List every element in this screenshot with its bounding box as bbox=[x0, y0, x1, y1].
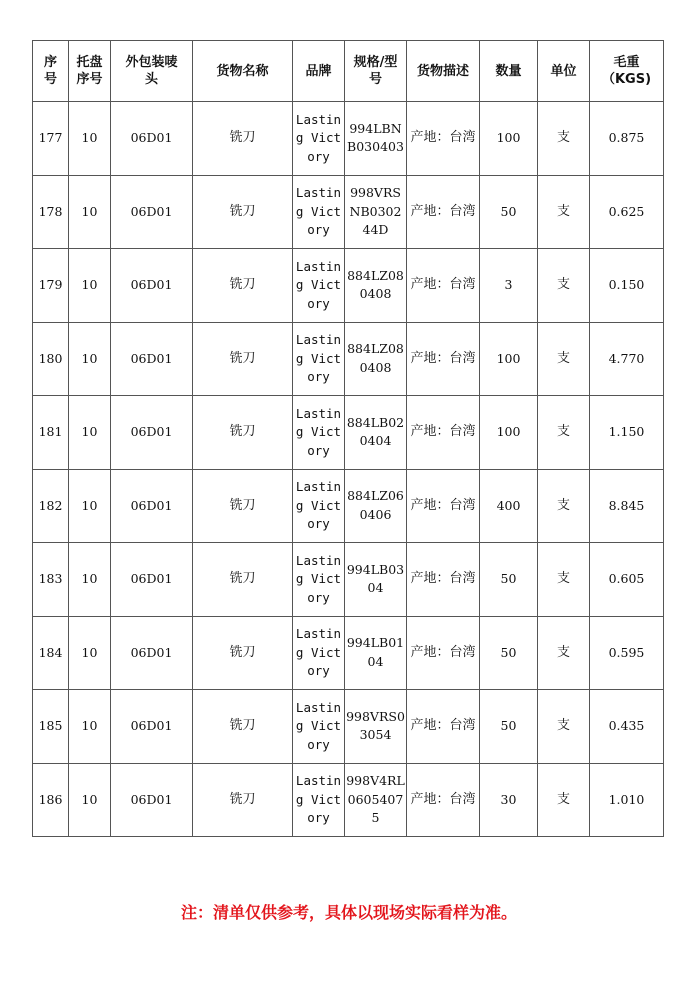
cell-shipping-mark: 06D01 bbox=[111, 616, 193, 690]
cell-spec-model: 884LZ080408 bbox=[345, 249, 407, 323]
cell-serial: 179 bbox=[33, 249, 69, 323]
cell-description: 产地：台湾 bbox=[407, 690, 480, 764]
header-gross-weight: 毛重 （KGS) bbox=[590, 41, 664, 102]
cell-shipping-mark: 06D01 bbox=[111, 249, 193, 323]
cell-description: 产地：台湾 bbox=[407, 396, 480, 470]
cell-shipping-mark: 06D01 bbox=[111, 396, 193, 470]
cell-unit: 支 bbox=[538, 322, 590, 396]
cell-serial: 182 bbox=[33, 469, 69, 543]
cell-spec-model: 994LB0104 bbox=[345, 616, 407, 690]
header-row bbox=[33, 41, 664, 102]
table-row bbox=[33, 616, 664, 690]
table-row bbox=[33, 396, 664, 470]
cell-spec-model: 994LB0304 bbox=[345, 543, 407, 617]
cell-quantity: 30 bbox=[480, 763, 538, 837]
cell-goods-name: 铣刀 bbox=[193, 249, 293, 323]
cell-gross-weight: 0.625 bbox=[590, 175, 664, 249]
cell-description: 产地：台湾 bbox=[407, 763, 480, 837]
cell-spec-model: 998VRSNB030244D bbox=[345, 175, 407, 249]
cell-quantity: 50 bbox=[480, 690, 538, 764]
cell-spec-model: 884LZ080408 bbox=[345, 322, 407, 396]
cell-brand: Lasting Victory bbox=[293, 763, 345, 837]
cell-description: 产地：台湾 bbox=[407, 616, 480, 690]
cell-description: 产地：台湾 bbox=[407, 175, 480, 249]
cell-brand: Lasting Victory bbox=[293, 543, 345, 617]
table-row bbox=[33, 102, 664, 176]
cell-shipping-mark: 06D01 bbox=[111, 175, 193, 249]
cell-unit: 支 bbox=[538, 469, 590, 543]
cell-description: 产地：台湾 bbox=[407, 469, 480, 543]
cell-shipping-mark: 06D01 bbox=[111, 322, 193, 396]
cell-quantity: 50 bbox=[480, 543, 538, 617]
cell-gross-weight: 0.435 bbox=[590, 690, 664, 764]
header-quantity: 数量 bbox=[480, 41, 538, 102]
cell-serial: 183 bbox=[33, 543, 69, 617]
cell-description: 产地：台湾 bbox=[407, 322, 480, 396]
cell-quantity: 100 bbox=[480, 322, 538, 396]
table-row bbox=[33, 175, 664, 249]
cell-unit: 支 bbox=[538, 543, 590, 617]
cell-unit: 支 bbox=[538, 102, 590, 176]
cell-shipping-mark: 06D01 bbox=[111, 469, 193, 543]
goods-list-table bbox=[32, 40, 664, 837]
cell-goods-name: 铣刀 bbox=[193, 175, 293, 249]
cell-pallet-serial: 10 bbox=[69, 690, 111, 764]
cell-pallet-serial: 10 bbox=[69, 469, 111, 543]
cell-unit: 支 bbox=[538, 690, 590, 764]
cell-unit: 支 bbox=[538, 616, 590, 690]
cell-brand: Lasting Victory bbox=[293, 175, 345, 249]
cell-gross-weight: 1.010 bbox=[590, 763, 664, 837]
cell-quantity: 50 bbox=[480, 175, 538, 249]
cell-goods-name: 铣刀 bbox=[193, 469, 293, 543]
cell-pallet-serial: 10 bbox=[69, 102, 111, 176]
cell-description: 产地：台湾 bbox=[407, 102, 480, 176]
cell-description: 产地：台湾 bbox=[407, 543, 480, 617]
cell-goods-name: 铣刀 bbox=[193, 763, 293, 837]
cell-spec-model: 994LBNB030403 bbox=[345, 102, 407, 176]
cell-gross-weight: 4.770 bbox=[590, 322, 664, 396]
table-row bbox=[33, 690, 664, 764]
cell-goods-name: 铣刀 bbox=[193, 690, 293, 764]
cell-unit: 支 bbox=[538, 396, 590, 470]
cell-description: 产地：台湾 bbox=[407, 249, 480, 323]
cell-spec-model: 998VRS03054 bbox=[345, 690, 407, 764]
cell-gross-weight: 1.150 bbox=[590, 396, 664, 470]
header-goods-name: 货物名称 bbox=[193, 41, 293, 102]
header-shipping-mark: 外包装唛 头 bbox=[111, 41, 193, 102]
cell-shipping-mark: 06D01 bbox=[111, 102, 193, 176]
cell-goods-name: 铣刀 bbox=[193, 102, 293, 176]
cell-pallet-serial: 10 bbox=[69, 616, 111, 690]
table-row bbox=[33, 763, 664, 837]
cell-serial: 185 bbox=[33, 690, 69, 764]
cell-gross-weight: 8.845 bbox=[590, 469, 664, 543]
cell-goods-name: 铣刀 bbox=[193, 396, 293, 470]
cell-serial: 186 bbox=[33, 763, 69, 837]
cell-serial: 180 bbox=[33, 322, 69, 396]
header-pallet-serial: 托盘 序号 bbox=[69, 41, 111, 102]
cell-quantity: 400 bbox=[480, 469, 538, 543]
header-serial: 序 号 bbox=[33, 41, 69, 102]
cell-brand: Lasting Victory bbox=[293, 322, 345, 396]
cell-spec-model: 998V4RL06054075 bbox=[345, 763, 407, 837]
cell-quantity: 3 bbox=[480, 249, 538, 323]
cell-gross-weight: 0.605 bbox=[590, 543, 664, 617]
cell-brand: Lasting Victory bbox=[293, 616, 345, 690]
cell-shipping-mark: 06D01 bbox=[111, 690, 193, 764]
cell-goods-name: 铣刀 bbox=[193, 543, 293, 617]
cell-pallet-serial: 10 bbox=[69, 763, 111, 837]
cell-quantity: 100 bbox=[480, 396, 538, 470]
cell-serial: 178 bbox=[33, 175, 69, 249]
cell-quantity: 50 bbox=[480, 616, 538, 690]
cell-serial: 177 bbox=[33, 102, 69, 176]
cell-serial: 184 bbox=[33, 616, 69, 690]
cell-unit: 支 bbox=[538, 175, 590, 249]
cell-pallet-serial: 10 bbox=[69, 249, 111, 323]
cell-brand: Lasting Victory bbox=[293, 102, 345, 176]
cell-gross-weight: 0.150 bbox=[590, 249, 664, 323]
disclaimer-note: 注：清单仅供参考，具体以现场实际看样为准。 bbox=[180, 903, 517, 922]
cell-goods-name: 铣刀 bbox=[193, 322, 293, 396]
cell-pallet-serial: 10 bbox=[69, 175, 111, 249]
cell-shipping-mark: 06D01 bbox=[111, 543, 193, 617]
cell-quantity: 100 bbox=[480, 102, 538, 176]
cell-spec-model: 884LZ060406 bbox=[345, 469, 407, 543]
cell-pallet-serial: 10 bbox=[69, 543, 111, 617]
cell-brand: Lasting Victory bbox=[293, 396, 345, 470]
cell-spec-model: 884LB020404 bbox=[345, 396, 407, 470]
cell-pallet-serial: 10 bbox=[69, 322, 111, 396]
cell-unit: 支 bbox=[538, 249, 590, 323]
cell-brand: Lasting Victory bbox=[293, 690, 345, 764]
header-unit: 单位 bbox=[538, 41, 590, 102]
cell-gross-weight: 0.595 bbox=[590, 616, 664, 690]
table-header bbox=[33, 41, 664, 102]
table-row bbox=[33, 322, 664, 396]
cell-gross-weight: 0.875 bbox=[590, 102, 664, 176]
cell-brand: Lasting Victory bbox=[293, 249, 345, 323]
cell-serial: 181 bbox=[33, 396, 69, 470]
cell-shipping-mark: 06D01 bbox=[111, 763, 193, 837]
table-row bbox=[33, 543, 664, 617]
cell-goods-name: 铣刀 bbox=[193, 616, 293, 690]
cell-unit: 支 bbox=[538, 763, 590, 837]
table-row bbox=[33, 249, 664, 323]
cell-pallet-serial: 10 bbox=[69, 396, 111, 470]
header-spec-model: 规格/型 号 bbox=[345, 41, 407, 102]
table-row bbox=[33, 469, 664, 543]
table-body bbox=[33, 102, 664, 837]
header-brand: 品牌 bbox=[293, 41, 345, 102]
header-description: 货物描述 bbox=[407, 41, 480, 102]
cell-brand: Lasting Victory bbox=[293, 469, 345, 543]
